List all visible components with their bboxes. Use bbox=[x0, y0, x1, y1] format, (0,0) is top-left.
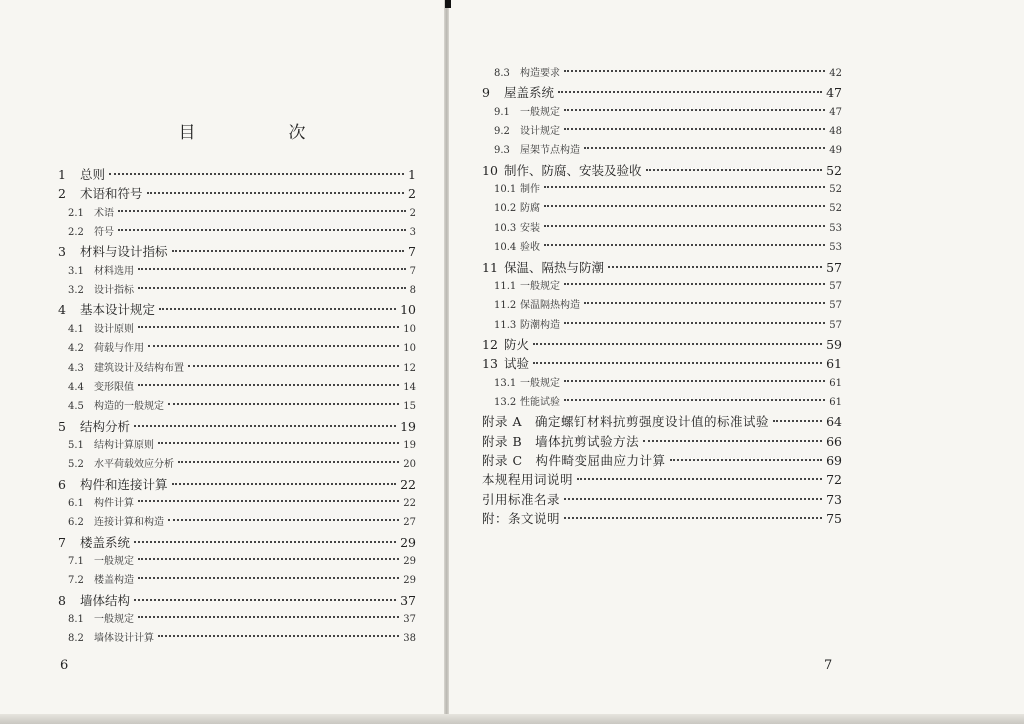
dot-leader bbox=[584, 147, 825, 149]
dot-leader bbox=[544, 244, 825, 246]
toc-entry-page: 29 bbox=[400, 534, 416, 550]
toc-section-entry[interactable] bbox=[68, 263, 416, 281]
dot-leader bbox=[138, 558, 399, 560]
toc-section-entry[interactable] bbox=[68, 282, 416, 300]
toc-entry-page: 19 bbox=[400, 418, 416, 434]
toc-entry-label: 保温、隔热与防潮 bbox=[504, 259, 605, 275]
toc-section-entry[interactable] bbox=[494, 394, 842, 412]
toc-entry-number: 4.3 bbox=[68, 362, 84, 374]
toc-section-entry[interactable] bbox=[68, 205, 416, 223]
dot-leader bbox=[544, 225, 825, 227]
right-page-number: 7 bbox=[824, 658, 833, 673]
toc-entry-page: 47 bbox=[829, 106, 842, 118]
toc-section-entry[interactable] bbox=[494, 200, 842, 218]
toc-entry-number: 3 bbox=[58, 244, 66, 260]
toc-section-entry[interactable] bbox=[68, 437, 416, 455]
toc-section-entry[interactable] bbox=[494, 375, 842, 393]
toc-entry-label: 基本设计规定 bbox=[80, 302, 156, 318]
toc-entry-label: 制作、防腐、安装及验收 bbox=[504, 162, 642, 178]
toc-section-entry[interactable] bbox=[68, 495, 416, 513]
toc-entry-number: 8 bbox=[58, 592, 66, 608]
toc-entry-label: 安装 bbox=[520, 222, 540, 234]
toc-entry-label: 设计规定 bbox=[520, 126, 560, 138]
toc-entry-number: 8.1 bbox=[68, 614, 84, 626]
toc-entry-label: 构造要求 bbox=[520, 68, 560, 79]
toc-entry-label: 附录 C 构件畸变屈曲应力计算 bbox=[482, 453, 666, 468]
toc-entry-label: 材料与设计指标 bbox=[80, 244, 168, 260]
toc-entry-page: 57 bbox=[826, 259, 842, 275]
toc-entry-page: 69 bbox=[826, 453, 842, 468]
toc-entry-page: 29 bbox=[403, 556, 416, 567]
toc-entry-page: 38 bbox=[403, 633, 416, 645]
toc-entry-page: 2 bbox=[409, 207, 416, 219]
toc-chapter-entry[interactable] bbox=[58, 476, 416, 494]
toc-entry-page: 57 bbox=[829, 280, 842, 292]
toc-section-entry[interactable] bbox=[68, 572, 416, 590]
toc-entry-number: 5.1 bbox=[68, 439, 84, 451]
toc-entry-label: 术语和符号 bbox=[80, 186, 143, 202]
toc-entry-page: 7 bbox=[408, 244, 416, 260]
toc-entry-label: 楼盖系统 bbox=[80, 534, 131, 550]
toc-section-entry[interactable] bbox=[494, 142, 842, 160]
toc-entry-number: 11.2 bbox=[494, 300, 517, 312]
toc-entry-page: 10 bbox=[400, 302, 416, 318]
toc-entry-page: 61 bbox=[829, 377, 842, 389]
toc-chapter-entry[interactable] bbox=[482, 162, 842, 180]
toc-section-entry[interactable] bbox=[68, 360, 416, 378]
toc-entry-page: 27 bbox=[403, 517, 416, 529]
toc-section-entry[interactable] bbox=[68, 224, 416, 242]
toc-entry-page: 10 bbox=[403, 343, 416, 355]
toc-appendix-entry[interactable] bbox=[482, 413, 842, 431]
toc-entry-label: 试验 bbox=[504, 356, 530, 372]
toc-entry-label: 屋盖系统 bbox=[504, 85, 555, 101]
toc-entry-label: 设计指标 bbox=[94, 285, 134, 297]
toc-entry-page: 8 bbox=[409, 285, 416, 297]
toc-entry-page: 15 bbox=[403, 401, 416, 413]
toc-entry-page: 57 bbox=[829, 300, 842, 312]
toc-entry-page: 59 bbox=[826, 336, 842, 352]
toc-entry-number: 2.2 bbox=[68, 227, 84, 239]
toc-entry-label: 构造的一般规定 bbox=[94, 401, 164, 413]
toc-section-entry[interactable] bbox=[68, 630, 416, 648]
toc-entry-page: 53 bbox=[829, 222, 842, 234]
toc-entry-page: 48 bbox=[829, 126, 842, 138]
toc-entry-number: 13 bbox=[482, 356, 498, 372]
toc-section-entry[interactable] bbox=[494, 239, 842, 257]
toc-entry-number: 4.2 bbox=[68, 343, 84, 355]
toc-entry-page: 52 bbox=[826, 162, 842, 178]
toc-entry-label: 结构分析 bbox=[80, 418, 131, 434]
dot-leader bbox=[773, 420, 822, 422]
toc-entry-label: 防潮构造 bbox=[520, 319, 560, 331]
toc-entry-number: 6.2 bbox=[68, 517, 84, 529]
dot-leader bbox=[608, 266, 822, 268]
toc-entry-page: 47 bbox=[826, 85, 842, 101]
toc-section-entry[interactable] bbox=[494, 104, 842, 122]
toc-entry-page: 61 bbox=[826, 356, 842, 372]
dot-leader bbox=[577, 478, 822, 480]
dot-leader bbox=[172, 483, 397, 485]
toc-entry-label: 一般规定 bbox=[94, 614, 134, 626]
dot-leader bbox=[138, 500, 399, 502]
toc-entry-page: 1 bbox=[408, 167, 416, 182]
toc-entry-label: 一般规定 bbox=[520, 280, 560, 292]
dot-leader bbox=[134, 425, 396, 427]
toc-entry-label: 一般规定 bbox=[520, 106, 560, 118]
toc-entry-page: 12 bbox=[403, 362, 416, 374]
toc-entry-number: 5 bbox=[58, 418, 66, 434]
dot-leader bbox=[544, 186, 825, 188]
toc-entry-number: 3.2 bbox=[68, 285, 84, 297]
toc-entry-page: 57 bbox=[829, 319, 842, 331]
right-page bbox=[450, 0, 1024, 724]
dot-leader bbox=[646, 169, 823, 171]
toc-entry-label: 验收 bbox=[520, 242, 540, 254]
toc-entry-label: 防火 bbox=[504, 336, 530, 352]
toc-section-entry[interactable] bbox=[68, 553, 416, 571]
toc-entry-page: 2 bbox=[408, 186, 416, 202]
dot-leader bbox=[118, 229, 406, 231]
dot-leader bbox=[158, 442, 399, 444]
toc-entry-number: 4.5 bbox=[68, 401, 84, 413]
left-page-number: 6 bbox=[60, 658, 69, 673]
dot-leader bbox=[168, 403, 399, 405]
toc-chapter-entry[interactable] bbox=[58, 418, 416, 436]
toc-chapter-entry[interactable] bbox=[58, 592, 416, 610]
toc-entry-label: 附：条文说明 bbox=[482, 511, 561, 527]
toc-entry-label: 术语 bbox=[94, 207, 114, 219]
dot-leader bbox=[564, 70, 825, 72]
toc-entry-label: 附录 B 墙体抗剪试验方法 bbox=[482, 433, 640, 449]
toc-entry-label: 一般规定 bbox=[94, 556, 134, 567]
toc-entry-number: 4 bbox=[58, 302, 66, 318]
toc-entry-page: 19 bbox=[403, 439, 416, 451]
toc-entry-label: 墙体结构 bbox=[80, 592, 131, 608]
toc-entry-page: 10 bbox=[403, 323, 416, 335]
toc-entry-number: 10.4 bbox=[494, 242, 517, 254]
toc-entry-number: 2.1 bbox=[68, 207, 84, 219]
dot-leader bbox=[564, 517, 822, 519]
toc-entry-label: 连接计算和构造 bbox=[94, 517, 164, 529]
page-bottom-edge bbox=[0, 714, 1024, 724]
toc-entry-label: 结构计算原则 bbox=[94, 439, 154, 451]
toc-section-entry[interactable] bbox=[494, 123, 842, 141]
toc-entry-number: 9.1 bbox=[494, 106, 510, 118]
dot-leader bbox=[148, 345, 399, 347]
dot-leader bbox=[564, 322, 825, 324]
toc-entry-number: 5.2 bbox=[68, 459, 84, 471]
toc-appendix-entry[interactable] bbox=[482, 433, 842, 451]
toc-entry-number: 11 bbox=[482, 259, 498, 275]
toc-title: 目 次 bbox=[178, 123, 344, 143]
dot-leader bbox=[584, 302, 825, 304]
toc-section-entry[interactable] bbox=[68, 340, 416, 358]
toc-appendix-entry[interactable] bbox=[482, 471, 842, 489]
toc-section-entry[interactable] bbox=[494, 278, 842, 296]
toc-entry-page: 61 bbox=[829, 396, 842, 408]
toc-entry-label: 附录 A 确定螺钉材料抗剪强度设计值的标准试验 bbox=[482, 414, 770, 430]
toc-appendix-entry[interactable] bbox=[482, 452, 842, 470]
toc-entry-page: 53 bbox=[829, 242, 842, 254]
dot-leader bbox=[564, 380, 825, 382]
dot-leader bbox=[138, 384, 399, 386]
toc-entry-number: 10.2 bbox=[494, 203, 517, 215]
dot-leader bbox=[564, 283, 825, 285]
toc-entry-page: 42 bbox=[829, 68, 842, 79]
dot-leader bbox=[544, 205, 825, 207]
dot-leader bbox=[138, 287, 406, 289]
dot-leader bbox=[670, 459, 823, 461]
toc-entry-number: 9.2 bbox=[494, 126, 510, 138]
toc-section-entry[interactable] bbox=[68, 379, 416, 397]
toc-entry-label: 符号 bbox=[94, 227, 114, 239]
toc-entry-page: 49 bbox=[829, 145, 842, 157]
toc-entry-label: 材料选用 bbox=[94, 265, 134, 277]
toc-entry-page: 37 bbox=[400, 592, 416, 608]
toc-entry-number: 9 bbox=[482, 85, 490, 101]
toc-entry-label: 建筑设计及结构布置 bbox=[94, 362, 184, 374]
toc-entry-page: 3 bbox=[409, 227, 416, 239]
toc-entry-number: 2 bbox=[58, 186, 66, 202]
toc-entry-page: 64 bbox=[826, 414, 842, 430]
dot-leader bbox=[172, 250, 405, 252]
dot-leader bbox=[109, 173, 404, 175]
toc-chapter-entry[interactable] bbox=[482, 84, 842, 102]
toc-entry-number: 4.1 bbox=[68, 323, 84, 335]
toc-chapter-entry[interactable] bbox=[58, 534, 416, 552]
dot-leader bbox=[138, 268, 406, 270]
toc-entry-label: 总则 bbox=[80, 167, 106, 182]
toc-entry-label: 荷载与作用 bbox=[94, 343, 144, 355]
toc-chapter-entry[interactable] bbox=[482, 336, 842, 354]
toc-entry-page: 7 bbox=[409, 265, 416, 277]
toc-section-entry[interactable] bbox=[68, 514, 416, 532]
toc-entry-page: 22 bbox=[403, 497, 416, 509]
dot-leader bbox=[643, 440, 822, 442]
dot-leader bbox=[138, 577, 399, 579]
toc-chapter-entry[interactable] bbox=[58, 301, 416, 319]
toc-entry-label: 本规程用词说明 bbox=[482, 472, 574, 488]
toc-section-entry[interactable] bbox=[494, 220, 842, 238]
dot-leader bbox=[134, 541, 396, 543]
book-gutter bbox=[444, 0, 449, 724]
toc-entry-number: 3.1 bbox=[68, 265, 84, 277]
toc-entry-label: 设计原则 bbox=[94, 323, 134, 335]
toc-entry-label: 屋架节点构造 bbox=[520, 145, 580, 157]
dot-leader bbox=[159, 308, 396, 310]
toc-section-entry[interactable] bbox=[68, 456, 416, 474]
toc-chapter-entry[interactable] bbox=[58, 166, 416, 184]
toc-entry-page: 72 bbox=[826, 472, 842, 488]
dot-leader bbox=[138, 616, 399, 618]
toc-entry-label: 构件和连接计算 bbox=[80, 476, 168, 492]
toc-entry-page: 22 bbox=[400, 476, 416, 492]
toc-entry-page: 37 bbox=[403, 614, 416, 626]
toc-chapter-entry[interactable] bbox=[482, 355, 842, 373]
dot-leader bbox=[168, 519, 399, 521]
toc-appendix-entry[interactable] bbox=[482, 491, 842, 509]
toc-chapter-entry[interactable] bbox=[482, 259, 842, 277]
dot-leader bbox=[564, 399, 825, 401]
toc-appendix-entry[interactable] bbox=[482, 510, 842, 528]
toc-entry-number: 1 bbox=[58, 167, 66, 182]
toc-entry-number: 8.2 bbox=[68, 633, 84, 645]
left-page bbox=[0, 0, 446, 724]
dot-leader bbox=[188, 365, 399, 367]
toc-entry-number: 10.3 bbox=[494, 222, 517, 234]
toc-entry-label: 一般规定 bbox=[520, 377, 560, 389]
dot-leader bbox=[147, 192, 405, 194]
toc-entry-number: 7.1 bbox=[68, 556, 84, 567]
toc-entry-number: 8.3 bbox=[494, 68, 510, 79]
dot-leader bbox=[533, 362, 822, 364]
toc-entry-number: 7 bbox=[58, 534, 66, 550]
toc-entry-page: 52 bbox=[829, 184, 842, 196]
toc-section-entry[interactable] bbox=[68, 398, 416, 416]
toc-section-entry[interactable] bbox=[494, 317, 842, 335]
toc-entry-label: 水平荷载效应分析 bbox=[94, 459, 174, 471]
dot-leader bbox=[134, 599, 396, 601]
toc-entry-number: 7.2 bbox=[68, 575, 84, 587]
toc-entry-number: 11.1 bbox=[494, 280, 517, 292]
toc-chapter-entry[interactable] bbox=[58, 185, 416, 203]
dot-leader bbox=[158, 635, 399, 637]
toc-section-entry[interactable] bbox=[68, 321, 416, 339]
toc-entry-page: 14 bbox=[403, 381, 416, 393]
dot-leader bbox=[564, 498, 822, 500]
toc-entry-page: 73 bbox=[826, 491, 842, 507]
toc-entry-number: 10.1 bbox=[494, 184, 517, 196]
toc-entry-label: 构件计算 bbox=[94, 497, 134, 509]
toc-section-entry[interactable] bbox=[68, 611, 416, 629]
toc-entry-number: 9.3 bbox=[494, 145, 510, 157]
dot-leader bbox=[564, 109, 825, 111]
toc-entry-number: 13.2 bbox=[494, 396, 517, 408]
toc-section-entry[interactable] bbox=[494, 181, 842, 199]
toc-entry-label: 引用标准名录 bbox=[482, 491, 561, 507]
toc-entry-page: 75 bbox=[826, 511, 842, 527]
toc-entry-number: 13.1 bbox=[494, 377, 517, 389]
toc-entry-number: 4.4 bbox=[68, 381, 84, 393]
dot-leader bbox=[178, 461, 399, 463]
dot-leader bbox=[533, 343, 822, 345]
dot-leader bbox=[558, 91, 822, 93]
toc-section-entry[interactable] bbox=[494, 297, 842, 315]
toc-entry-label: 制作 bbox=[520, 184, 540, 196]
toc-entry-label: 楼盖构造 bbox=[94, 575, 134, 587]
toc-entry-number: 10 bbox=[482, 162, 498, 178]
toc-entry-page: 29 bbox=[403, 575, 416, 587]
toc-entry-label: 变形限值 bbox=[94, 381, 134, 393]
toc-entry-number: 11.3 bbox=[494, 319, 517, 331]
toc-entry-page: 66 bbox=[826, 433, 842, 449]
toc-section-entry[interactable] bbox=[494, 65, 842, 83]
dot-leader bbox=[118, 210, 406, 212]
toc-entry-number: 6 bbox=[58, 476, 66, 492]
dot-leader bbox=[564, 128, 825, 130]
toc-entry-page: 20 bbox=[403, 459, 416, 471]
toc-entry-label: 性能试验 bbox=[520, 396, 560, 408]
toc-entry-number: 12 bbox=[482, 336, 498, 352]
toc-entry-label: 防腐 bbox=[520, 203, 540, 215]
toc-entry-number: 6.1 bbox=[68, 497, 84, 509]
toc-entry-label: 墙体设计计算 bbox=[94, 633, 154, 645]
dot-leader bbox=[138, 326, 399, 328]
toc-entry-label: 保温隔热构造 bbox=[520, 300, 580, 312]
toc-chapter-entry[interactable] bbox=[58, 243, 416, 261]
toc-entry-page: 52 bbox=[829, 203, 842, 215]
